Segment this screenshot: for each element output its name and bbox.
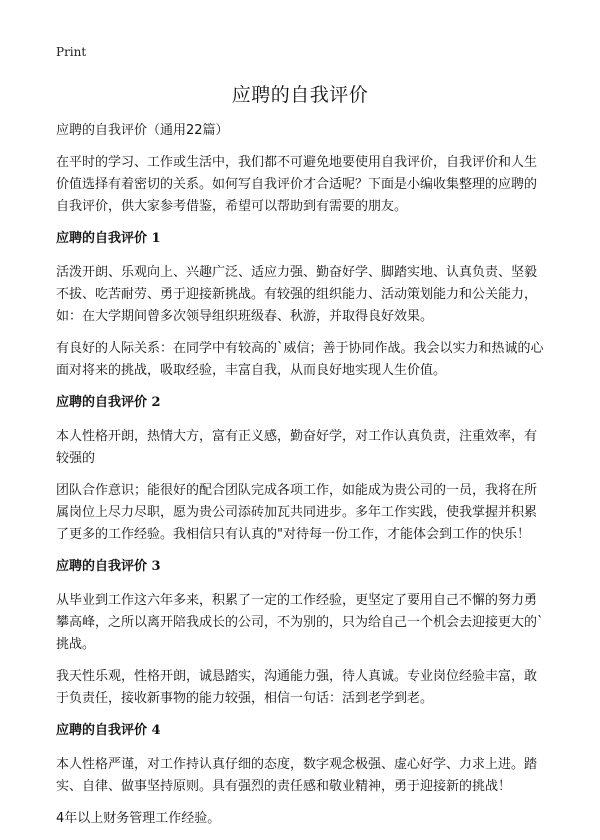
section-paragraph: 从毕业到工作这六年多来，积累了一定的工作经验，更坚定了要用自己不懈的努力勇攀高峰，之所以离开陪我成长的公司，不为别的，只为给自己一个机会去迎接更大的`挑战。 [56, 593, 544, 652]
document-body [56, 120, 548, 840]
intro-paragraph: 在平时的学习、工作或生活中，我们都不可避免地要使用自我评价，自我评价和人生价值选择有着密切的关系。如何写自我评价才合适呢？下面是小编收集整理的应聘的自我评价，供大家参考借鉴，希望可以帮助到有需要的朋友。 [56, 155, 538, 214]
section-heading: 应聘的自我评价 1 [56, 231, 161, 246]
document-subtitle: 应聘的自我评价（通用22篇） [56, 123, 229, 138]
section-1 [56, 228, 548, 382]
section-paragraph: 4年以上财务管理工作经验。 [56, 811, 221, 826]
section-paragraph: 有良好的人际关系：在同学中有较高的`威信；善于协同作战。我会以实力和热诚的心面对将来的挑战，吸取经验，丰富自我，从而良好地实现人生价值。 [56, 341, 544, 378]
section-paragraph: 团队合作意识；能很好的配合团队完成各项工作，如能成为贵公司的一员，我将在所属岗位上尽力尽职，愿为贵公司添砖加瓦共同进步。多年工作实践，使我掌握并积累了更多的工作经验。我相信只有认真的"对待每一份工作，才能体会到工作的快乐！ [56, 483, 538, 542]
section-heading: 应聘的自我评价 3 [56, 559, 161, 574]
section-heading: 应聘的自我评价 4 [56, 723, 161, 738]
section-paragraph: 本人性格严谨，对工作持认真仔细的态度，数字观念极强、虚心好学、力求上进。踏实、自律、做事坚持原则。具有强烈的责任感和敬业精神，勇于迎接新的挑战！ [56, 757, 538, 794]
section-paragraph: 我天性乐观，性格开朗，诚恳踏实，沟通能力强，待人真诚。专业岗位经验丰富，敢于负责任，接收新事物的能力较强，相信一句话：活到老学到老。 [56, 669, 538, 706]
section-4 [56, 720, 548, 830]
section-paragraph: 活泼开朗、乐观向上、兴趣广泛、适应力强、勤奋好学、脚踏实地、认真负责、坚毅不拔、吃苦耐劳、勇于迎接新挑战。有较强的组织能力、活动策划能力和公关能力，如：在大学期间曾多次领导组织班级春、秋游，并取得良好效果。 [56, 265, 538, 324]
section-2 [56, 392, 548, 546]
print-link[interactable]: Print [56, 45, 87, 59]
section-paragraph: 本人性格开朗，热情大方，富有正义感，勤奋好学，对工作认真负责，注重效率，有较强的 [56, 429, 538, 466]
page-title: 应聘的自我评价 [231, 84, 369, 106]
section-3 [56, 556, 548, 710]
section-heading: 应聘的自我评价 2 [56, 395, 161, 410]
